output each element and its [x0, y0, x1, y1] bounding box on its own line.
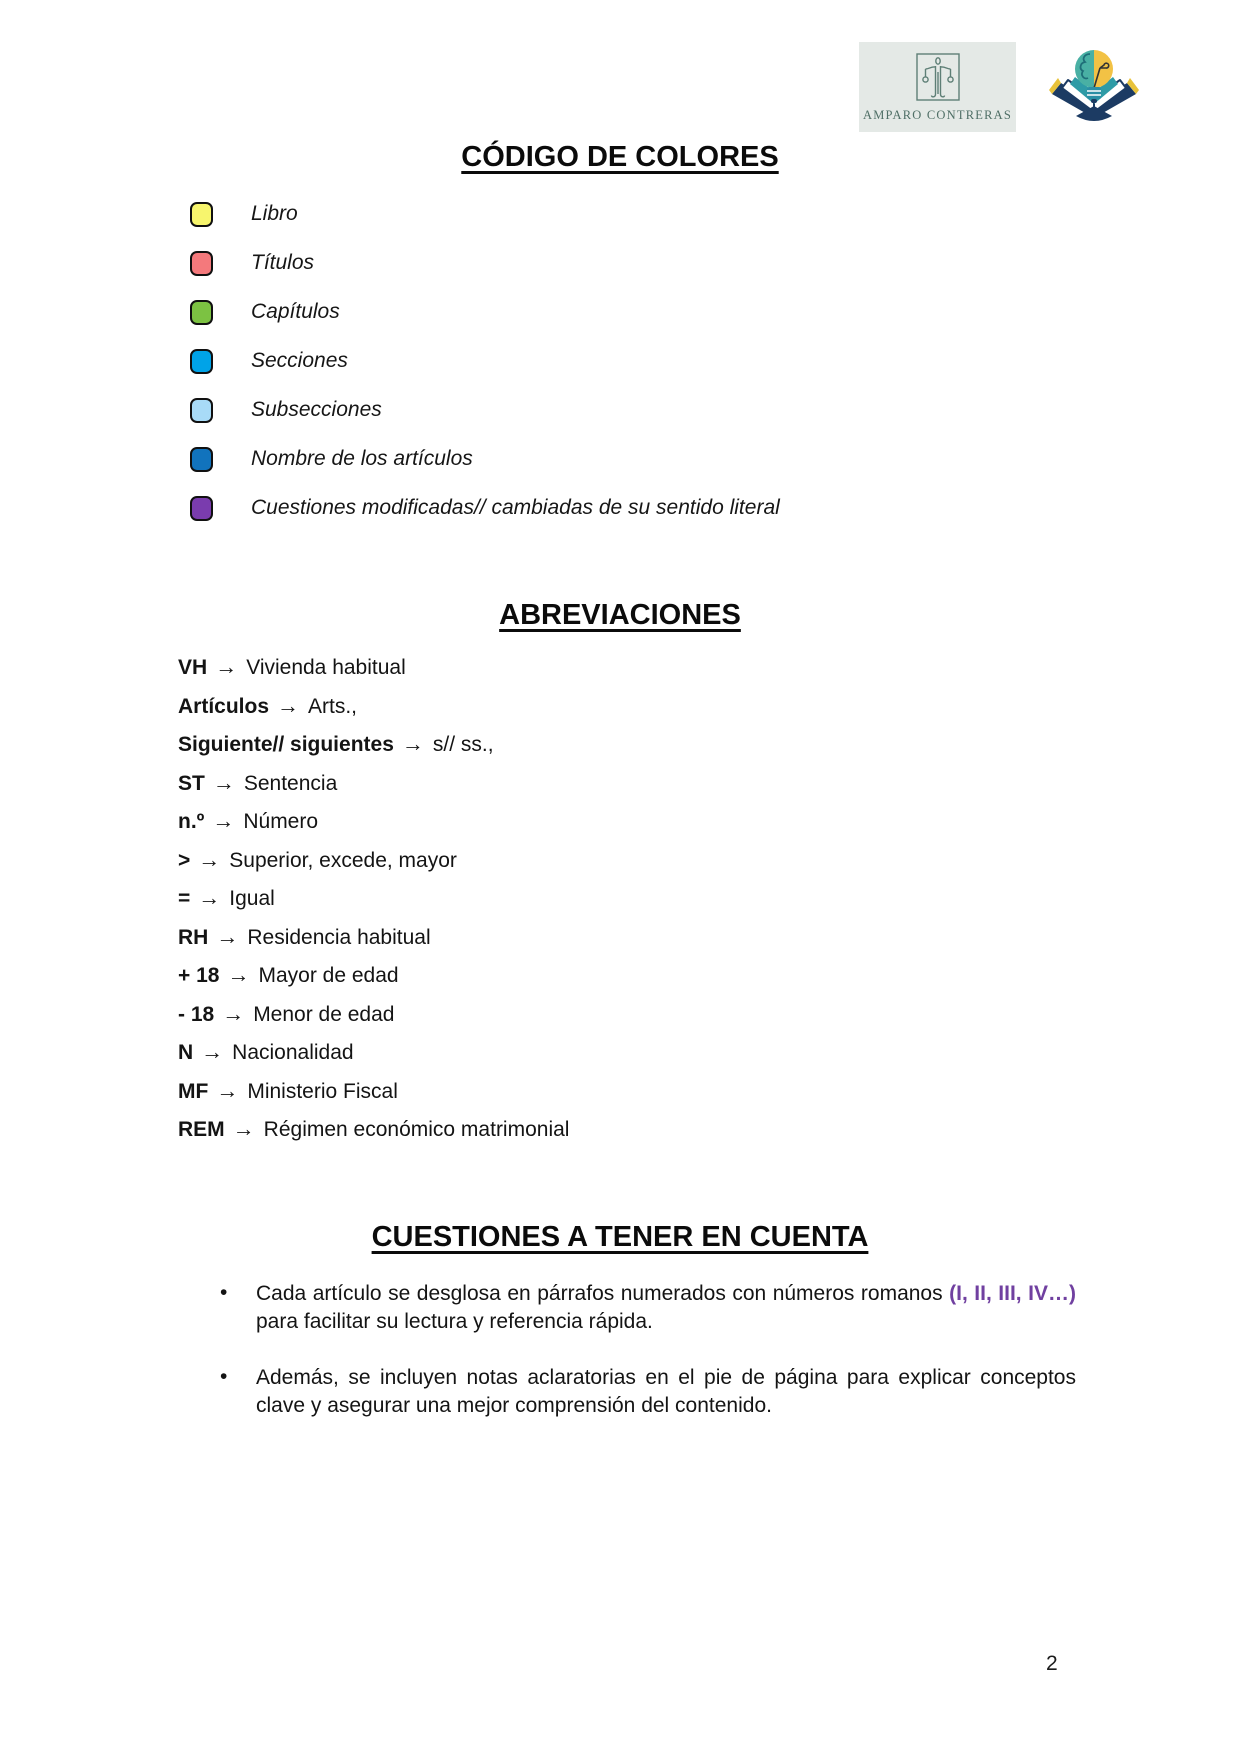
right-arrow-icon: → — [216, 923, 239, 949]
abbreviation-row — [178, 1072, 569, 1111]
abbreviation-term: n.º — [178, 810, 205, 833]
abbreviation-row — [178, 764, 569, 803]
abbreviation-meaning: Vivienda habitual — [246, 656, 406, 679]
abbreviations-title: ABREVIACIONES — [499, 599, 741, 631]
right-arrow-icon: → — [212, 769, 235, 795]
color-legend — [190, 200, 780, 543]
abbreviations-list — [178, 648, 569, 1149]
notes-list — [218, 1280, 1076, 1420]
color-legend-row — [190, 249, 780, 277]
abbreviation-term: N — [178, 1041, 194, 1064]
abbreviation-meaning: Nacionalidad — [232, 1041, 354, 1064]
color-legend-row — [190, 445, 780, 473]
abbreviation-term: - 18 — [178, 1002, 215, 1026]
abbreviation-row — [178, 687, 569, 726]
right-arrow-icon: → — [198, 846, 221, 872]
abbreviation-term: Siguiente// siguientes — [178, 733, 394, 756]
color-legend-label: Libro — [251, 202, 298, 225]
page-number: 2 — [1046, 1652, 1058, 1675]
right-arrow-icon: → — [198, 885, 221, 910]
color-legend-row — [190, 200, 780, 228]
right-arrow-icon: → — [227, 962, 250, 987]
color-legend-label: Cuestiones modificadas// cambiadas de su sentido literal — [251, 496, 780, 519]
color-swatch — [190, 202, 213, 227]
color-swatch — [190, 496, 213, 521]
abbreviation-row — [178, 725, 569, 764]
abbreviation-meaning: Ministerio Fiscal — [247, 1079, 398, 1103]
right-arrow-icon: → — [201, 1039, 224, 1064]
brain-book-logo — [1048, 42, 1140, 126]
abbreviation-meaning: Régimen económico matrimonial — [263, 1118, 570, 1141]
note-text: Cada artículo se desglosa en párrafos numerados con números romanos (I, II, III, IV…) para facilitar su lectura y referencia rápida. — [256, 1282, 1076, 1333]
abbreviation-meaning: Superior, excede, mayor — [229, 848, 457, 872]
color-legend-row — [190, 494, 780, 522]
note-text: Además, se incluyen notas aclaratorias en el pie de página para explicar conceptos clave y asegurar una mejor comprensión del contenido. — [256, 1366, 1076, 1417]
abbreviation-row — [178, 841, 569, 880]
abbreviation-meaning: Menor de edad — [253, 1002, 395, 1026]
color-legend-row — [190, 396, 780, 424]
abbreviation-term: REM — [178, 1118, 225, 1141]
color-swatch — [190, 251, 213, 276]
abbreviation-row — [178, 995, 569, 1034]
color-swatch — [190, 398, 213, 423]
right-arrow-icon: → — [212, 808, 235, 833]
color-legend-label: Capítulos — [251, 300, 340, 323]
abbreviation-term: MF — [178, 1079, 209, 1103]
amparo-logo-text: AMPARO CONTRERAS — [863, 107, 1012, 122]
abbreviation-term: = — [178, 887, 191, 910]
color-legend-label: Secciones — [251, 349, 348, 372]
abbreviation-row — [178, 1033, 569, 1072]
amparo-contreras-logo — [859, 42, 1016, 132]
right-arrow-icon: → — [401, 731, 424, 756]
abbreviation-term: VH — [178, 656, 208, 679]
color-swatch — [190, 300, 213, 325]
abbreviation-row — [178, 1110, 569, 1149]
abbreviation-term: ST — [178, 771, 205, 795]
abbreviation-row — [178, 802, 569, 841]
bullet-icon: • — [220, 1281, 228, 1304]
color-swatch — [190, 349, 213, 374]
right-arrow-icon: → — [222, 1000, 245, 1026]
scales-of-justice-icon — [915, 52, 961, 102]
abbreviation-term: + 18 — [178, 964, 220, 987]
abbreviation-term: Artículos — [178, 694, 270, 718]
right-arrow-icon: → — [216, 1077, 239, 1103]
abbreviation-meaning: Sentencia — [243, 771, 338, 795]
abbreviation-meaning: s// ss., — [432, 733, 494, 756]
abbreviation-row — [178, 956, 569, 995]
abbreviation-term: RH — [178, 925, 209, 949]
note-bullet-item — [218, 1364, 1076, 1420]
abbreviation-meaning: Número — [243, 810, 319, 833]
color-legend-label: Nombre de los artículos — [251, 447, 473, 470]
color-legend-row — [190, 298, 780, 326]
right-arrow-icon: → — [232, 1116, 255, 1141]
color-legend-label: Títulos — [251, 251, 315, 274]
abbreviation-meaning: Mayor de edad — [258, 964, 399, 987]
right-arrow-icon: → — [215, 654, 238, 679]
bullet-icon: • — [220, 1365, 228, 1388]
abbreviation-row — [178, 879, 569, 918]
color-legend-label: Subsecciones — [251, 398, 382, 421]
abbreviation-meaning: Arts., — [308, 694, 358, 718]
note-bullet-item — [218, 1280, 1076, 1336]
color-code-title: CÓDIGO DE COLORES — [461, 141, 779, 173]
abbreviation-row — [178, 648, 569, 687]
color-legend-row — [190, 347, 780, 375]
abbreviation-meaning: Igual — [229, 887, 275, 910]
right-arrow-icon: → — [277, 692, 300, 718]
abbreviation-meaning: Residencia habitual — [247, 925, 431, 949]
abbreviation-row — [178, 918, 569, 957]
notes-title: CUESTIONES A TENER EN CUENTA — [371, 1221, 869, 1253]
abbreviation-term: > — [178, 848, 191, 872]
color-swatch — [190, 447, 213, 472]
